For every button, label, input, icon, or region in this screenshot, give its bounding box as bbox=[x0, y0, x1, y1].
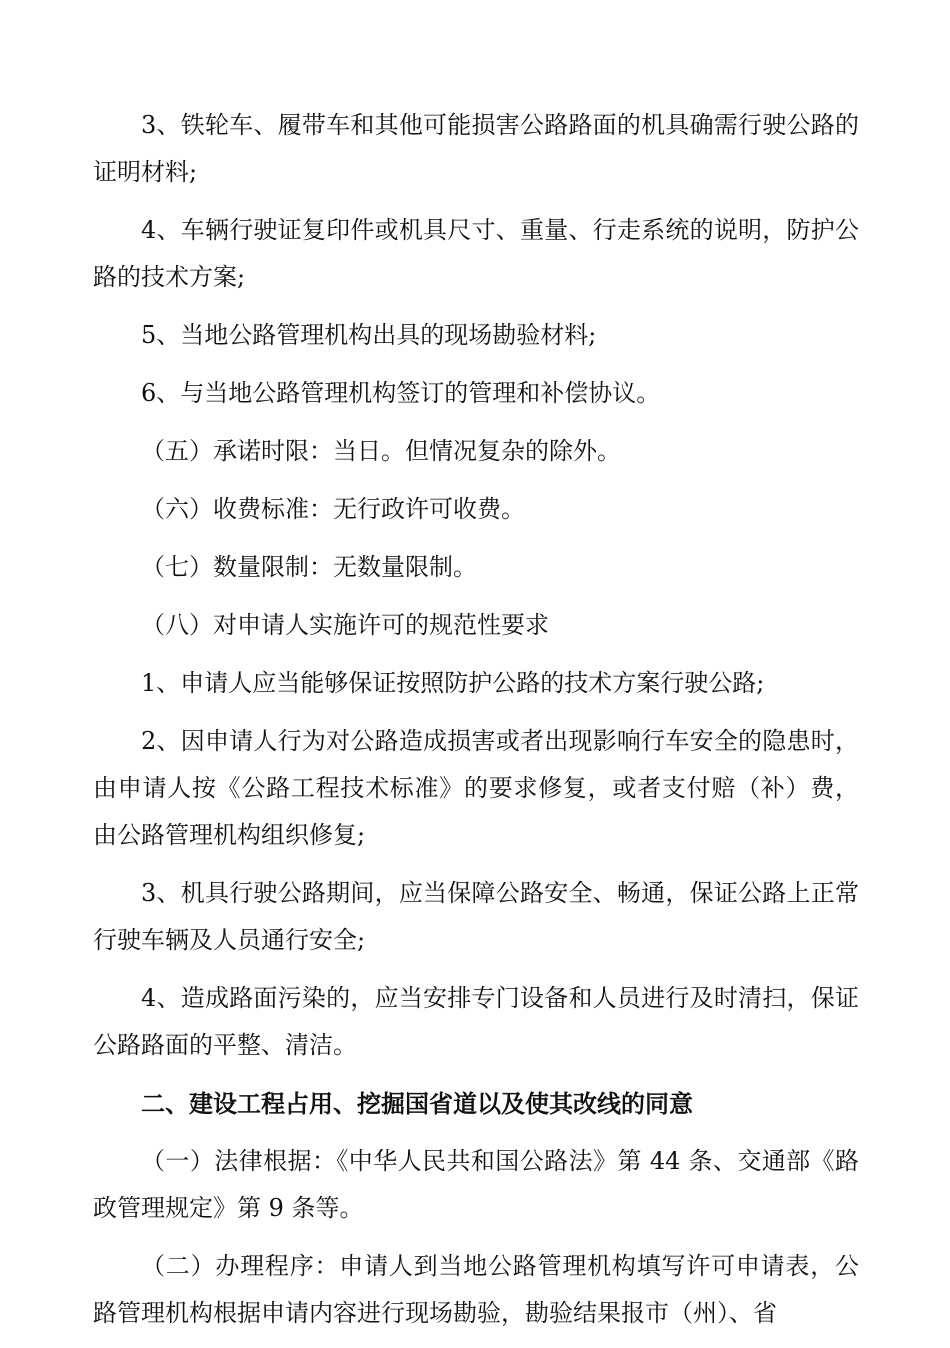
paragraph-requirement-4: 4、车辆行驶证复印件或机具尺寸、重量、行走系统的说明，防护公路的技术方案; bbox=[93, 216, 859, 291]
paragraph-requirement-6: 6、与当地公路管理机构签订的管理和补偿协议。 bbox=[141, 379, 661, 407]
paragraph-requirement-3: 3、铁轮车、履带车和其他可能损害公路路面的机具确需行驶公路的证明材料; bbox=[93, 111, 859, 186]
paragraph-legal-basis: （一）法律根据：《中华人民共和国公路法》第 44 条、交通部《路政管理规定》第 9 条等。 bbox=[93, 1147, 859, 1222]
paragraph-requirement-5: 5、当地公路管理机构出具的现场勘验材料; bbox=[141, 321, 597, 349]
paragraph-norms-title: （八）对申请人实施许可的规范性要求 bbox=[141, 611, 549, 639]
document-body bbox=[93, 102, 859, 1348]
paragraph-fee-standard: （六）收费标准：无行政许可收费。 bbox=[141, 495, 525, 523]
paragraph-procedure: （二）办理程序：申请人到当地公路管理机构填写许可申请表，公路管理机构根据申请内容进行现场勘验，勘验结果报市（州）、省 bbox=[93, 1252, 859, 1327]
paragraph-norm-1: 1、申请人应当能够保证按照防护公路的技术方案行驶公路; bbox=[141, 669, 765, 697]
paragraph-norm-2: 2、因申请人行为对公路造成损害或者出现影响行车安全的隐患时，由申请人按《公路工程技术标准》的要求修复，或者支付赔（补）费，由公路管理机构组织修复; bbox=[93, 727, 859, 849]
paragraph-norm-4: 4、造成路面污染的，应当安排专门设备和人员进行及时清扫，保证公路路面的平整、清洁。 bbox=[93, 984, 859, 1059]
paragraph-time-limit: （五）承诺时限：当日。但情况复杂的除外。 bbox=[141, 437, 621, 465]
paragraph-quantity-limit: （七）数量限制：无数量限制。 bbox=[141, 553, 477, 581]
section-2-heading: 二、建设工程占用、挖掘国省道以及使其改线的同意 bbox=[141, 1089, 693, 1118]
paragraph-norm-3: 3、机具行驶公路期间，应当保障公路安全、畅通，保证公路上正常行驶车辆及人员通行安全; bbox=[93, 879, 859, 954]
